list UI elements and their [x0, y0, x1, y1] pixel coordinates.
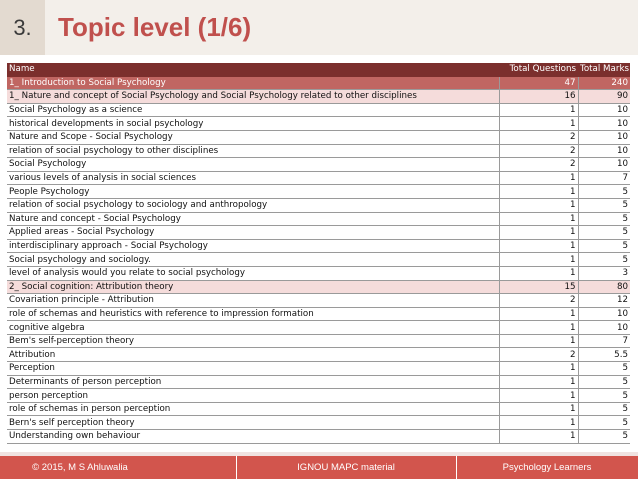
table-row: [7, 266, 630, 280]
cell-total-questions: 1: [499, 212, 578, 226]
table-row: [7, 76, 630, 90]
cell-name: level of analysis would you relate to social psychology: [7, 266, 499, 280]
cell-total-questions: 1: [499, 321, 578, 335]
footer-bar: [0, 452, 638, 479]
cell-total-questions: 1: [499, 307, 578, 321]
table-row: [7, 226, 630, 240]
table-row: [7, 362, 630, 376]
table-row: [7, 321, 630, 335]
topic-table: [7, 63, 630, 444]
cell-total-marks: 5: [578, 239, 630, 253]
cell-total-marks: 5: [578, 212, 630, 226]
cell-total-marks: 10: [578, 103, 630, 117]
cell-total-marks: 5.5: [578, 348, 630, 362]
cell-name: Social Psychology: [7, 158, 499, 172]
cell-total-marks: 5: [578, 362, 630, 376]
cell-total-questions: 1: [499, 226, 578, 240]
cell-total-questions: 1: [499, 362, 578, 376]
table-row: [7, 375, 630, 389]
table-row: [7, 307, 630, 321]
cell-total-questions: 1: [499, 402, 578, 416]
cell-total-questions: 1: [499, 416, 578, 430]
table-row: [7, 239, 630, 253]
cell-name: role of schemas and heuristics with reference to impression formation: [7, 307, 499, 321]
table-row: [7, 334, 630, 348]
slide-number: 3.: [0, 0, 45, 55]
cell-name: 1_ Nature and concept of Social Psychology and Social Psychology related to other disciplines: [7, 90, 499, 104]
table-header-row: [7, 63, 630, 76]
cell-name: 2_ Social cognition: Attribution theory: [7, 280, 499, 294]
cell-total-marks: 90: [578, 90, 630, 104]
cell-total-questions: 2: [499, 144, 578, 158]
cell-name: People Psychology: [7, 185, 499, 199]
footer-source: IGNOU MAPC material: [297, 462, 395, 473]
cell-total-marks: 10: [578, 321, 630, 335]
cell-total-marks: 10: [578, 144, 630, 158]
cell-total-questions: 47: [499, 76, 578, 90]
cell-total-questions: 1: [499, 389, 578, 403]
cell-total-questions: 15: [499, 280, 578, 294]
cell-name: Bem's self-perception theory: [7, 334, 499, 348]
cell-name: Nature and Scope - Social Psychology: [7, 130, 499, 144]
cell-total-marks: 10: [578, 158, 630, 172]
table-row: [7, 171, 630, 185]
cell-name: Understanding own behaviour: [7, 430, 499, 444]
cell-total-questions: 1: [499, 117, 578, 131]
footer-copyright: © 2015, M S Ahluwalia: [32, 462, 128, 473]
cell-total-marks: 5: [578, 389, 630, 403]
cell-name: Bern's self perception theory: [7, 416, 499, 430]
cell-name: Attribution: [7, 348, 499, 362]
table-row: [7, 294, 630, 308]
cell-name: interdisciplinary approach - Social Psychology: [7, 239, 499, 253]
table-row: [7, 103, 630, 117]
cell-name: 1_ Introduction to Social Psychology: [7, 76, 499, 90]
column-header-name: Name: [7, 63, 499, 76]
cell-total-marks: 10: [578, 117, 630, 131]
cell-name: cognitive algebra: [7, 321, 499, 335]
cell-total-questions: 16: [499, 90, 578, 104]
cell-total-questions: 1: [499, 375, 578, 389]
cell-total-marks: 80: [578, 280, 630, 294]
cell-total-marks: 3: [578, 266, 630, 280]
cell-name: Social Psychology as a science: [7, 103, 499, 117]
cell-name: historical developments in social psychology: [7, 117, 499, 131]
table-row: [7, 158, 630, 172]
cell-total-questions: 1: [499, 185, 578, 199]
cell-total-marks: 240: [578, 76, 630, 90]
table-row: [7, 348, 630, 362]
cell-name: role of schemas in person perception: [7, 402, 499, 416]
cell-total-questions: 1: [499, 253, 578, 267]
cell-total-questions: 1: [499, 430, 578, 444]
cell-name: relation of social psychology to other disciplines: [7, 144, 499, 158]
cell-name: Nature and concept - Social Psychology: [7, 212, 499, 226]
cell-name: Covariation principle - Attribution: [7, 294, 499, 308]
table-row: [7, 389, 630, 403]
cell-total-marks: 7: [578, 334, 630, 348]
cell-total-questions: 1: [499, 334, 578, 348]
cell-total-marks: 5: [578, 416, 630, 430]
cell-total-questions: 1: [499, 239, 578, 253]
cell-name: relation of social psychology to sociology and anthropology: [7, 198, 499, 212]
cell-total-questions: 1: [499, 171, 578, 185]
table-row: [7, 198, 630, 212]
table-body: [7, 76, 630, 443]
cell-total-marks: 5: [578, 375, 630, 389]
cell-name: Determinants of person perception: [7, 375, 499, 389]
table-row: [7, 212, 630, 226]
table-row: [7, 280, 630, 294]
cell-total-questions: 1: [499, 103, 578, 117]
cell-total-questions: 2: [499, 294, 578, 308]
cell-total-marks: 5: [578, 253, 630, 267]
table-row: [7, 130, 630, 144]
cell-total-questions: 2: [499, 130, 578, 144]
table-row: [7, 253, 630, 267]
table-row: [7, 185, 630, 199]
column-header-total-marks: Total Marks: [580, 64, 629, 75]
cell-name: various levels of analysis in social sciences: [7, 171, 499, 185]
table-row: [7, 144, 630, 158]
table-row: [7, 117, 630, 131]
cell-total-marks: 10: [578, 130, 630, 144]
table-row: [7, 402, 630, 416]
column-header-total-questions: Total Questions: [499, 63, 578, 76]
cell-total-questions: 1: [499, 198, 578, 212]
cell-total-questions: 2: [499, 348, 578, 362]
table-row: [7, 416, 630, 430]
cell-total-marks: 7: [578, 171, 630, 185]
cell-total-questions: 2: [499, 158, 578, 172]
cell-total-questions: 1: [499, 266, 578, 280]
cell-name: person perception: [7, 389, 499, 403]
footer-brand: Psychology Learners: [502, 462, 592, 473]
slide-title: Topic level (1/6): [58, 12, 252, 42]
cell-total-marks: 5: [578, 402, 630, 416]
table-row: [7, 430, 630, 444]
cell-name: Applied areas - Social Psychology: [7, 226, 499, 240]
cell-name: Social psychology and sociology.: [7, 253, 499, 267]
cell-total-marks: 5: [578, 430, 630, 444]
cell-total-marks: 12: [578, 294, 630, 308]
cell-total-marks: 5: [578, 198, 630, 212]
cell-total-marks: 10: [578, 307, 630, 321]
cell-total-marks: 5: [578, 226, 630, 240]
cell-name: Perception: [7, 362, 499, 376]
cell-total-marks: 5: [578, 185, 630, 199]
table-row: [7, 90, 630, 104]
